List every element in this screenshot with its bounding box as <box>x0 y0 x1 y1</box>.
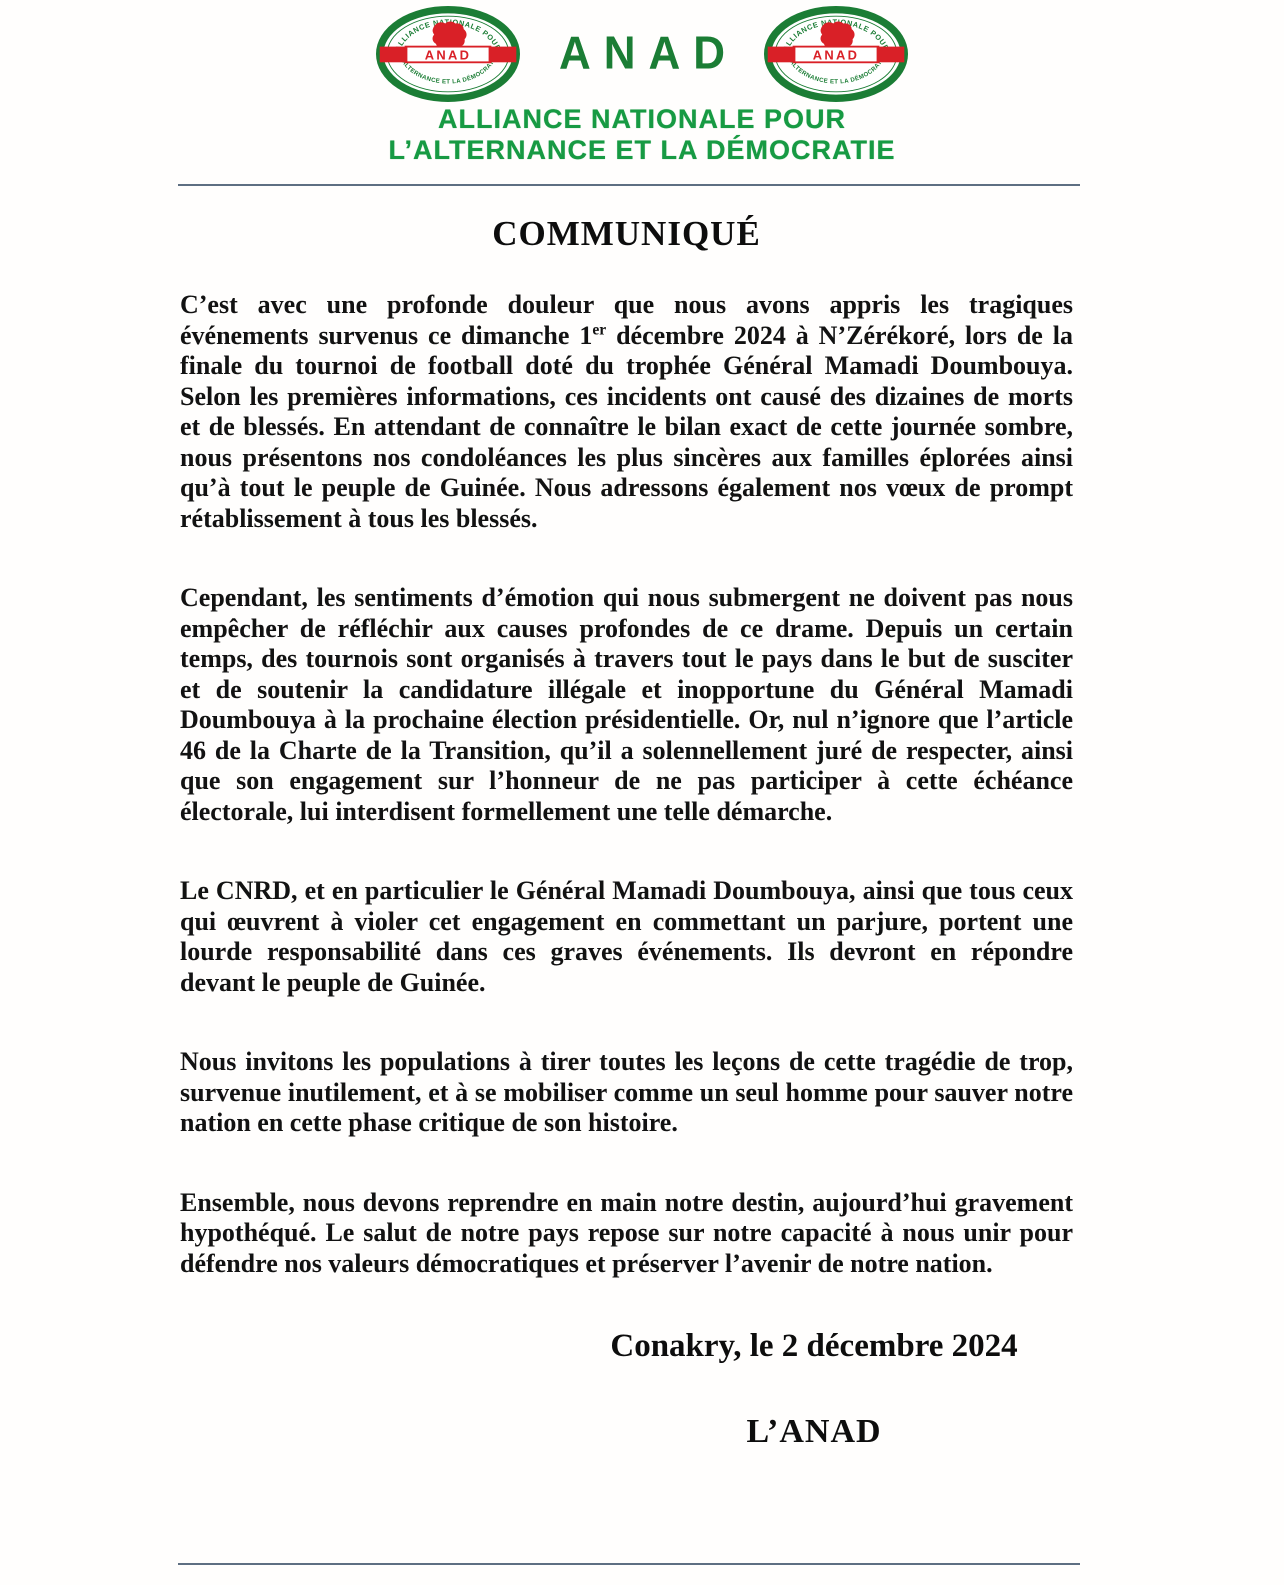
signature-block <box>555 1328 1073 1451</box>
document-title: COMMUNIQUÉ <box>492 214 761 253</box>
paragraph-conclusion: Ensemble, nous devons reprendre en main notre destin, aujourd’hui gravement hypothéqué. Le salut de notre pays repose sur notre capacité à nous unir pour défendre nos valeurs démocratiques et préserver l’avenir de notre nation. <box>180 1187 1073 1278</box>
bottom-divider <box>178 1563 1080 1565</box>
paragraph-responsabilite: Le CNRD, et en particulier le Général Mamadi Doumbouya, ainsi que tous ceux qui œuvrent à violer cet engagement en commettant un parjure, portent une lourde responsabilité dans ces graves événements. Ils devront en répondre devant le peuple de Guinée. <box>180 876 1073 997</box>
paragraph-causes: Cependant, les sentiments d’émotion qui nous submergent ne doivent pas nous empêcher de réfléchir aux causes profondes de ce drame. Depuis un certain temps, des tournois sont organisés à travers tout le pays dans le but de susciter et de soutenir la candidature illégale et inopportune du Général Mamadi Doumbouya à la prochaine élection présidentielle. Or, nul n’ignore que l’article 46 de la Charte de la Transition, qu’il a solennellement juré de respecter, ainsi que son engagement sur l’honneur de ne pas participer à cette échéance électorale, lui interdisent formellement une telle démarche. <box>180 583 1073 826</box>
anad-seal-icon <box>374 6 522 102</box>
org-name-line1: ALLIANCE NATIONALE POUR <box>438 104 846 134</box>
top-divider <box>178 184 1080 186</box>
logo-row <box>0 6 1284 102</box>
org-name-line2: L’ALTERNANCE ET LA DÉMOCRATIE <box>388 135 896 165</box>
anad-seal-icon <box>762 6 910 102</box>
document-body <box>0 214 1284 1451</box>
paragraph-1-text-suite: décembre 2024 à N’Zérékoré, lors de la finale du tournoi de football doté du trophée Général Mamadi Doumbouya. Selon les premières informations, ces incidents ont causé des dizaines de morts et de blessés. En attendant de connaître le bilan exact de cette journée sombre, nous présentons nos condoléances les plus sincères aux familles éplorées ainsi qu’à tout le peuple de Guinée. Nous adressons également nos vœux de prompt rétablissement à tous les blessés. <box>180 320 1073 533</box>
ordinal-superscript: er <box>592 320 607 338</box>
paragraph-condoleances <box>180 290 1073 534</box>
letterhead <box>0 0 1284 166</box>
dateline: Conakry, le 2 décembre 2024 <box>610 1328 1018 1364</box>
paragraph-1-text: C’est avec une profonde douleur que nous avons appris les tragiques événements survenus ce dimanche 1 <box>180 290 1073 350</box>
signature: L’ANAD <box>746 1413 882 1450</box>
paragraph-appel-populations: Nous invitons les populations à tirer toutes les leçons de cette tragédie de trop, survenue inutilement, et à se mobiliser comme un seul homme pour sauver notre nation en cette phase critique de son histoire. <box>180 1047 1073 1137</box>
brand-acronym: ANAD <box>558 27 739 80</box>
org-name <box>0 104 1284 166</box>
